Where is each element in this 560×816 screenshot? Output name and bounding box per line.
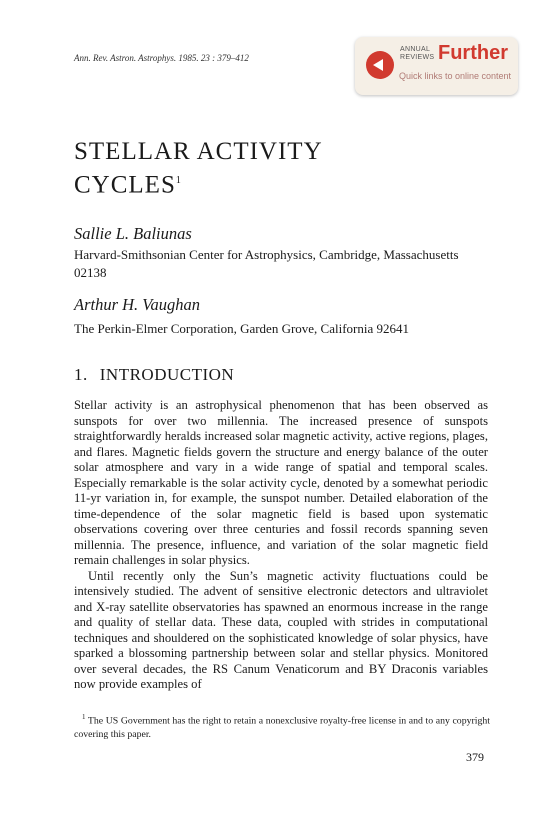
title-line-2: CYCLES <box>74 171 176 199</box>
footnote <box>74 710 490 742</box>
badge-further-label: Further <box>438 42 508 64</box>
back-arrow-icon <box>366 51 394 79</box>
section-number: 1. <box>74 365 88 384</box>
author-affiliation: The Perkin-Elmer Corporation, Garden Grove, California 92641 <box>74 321 410 336</box>
journal-citation: Ann. Rev. Astron. Astrophys. 1985. 23 : 379–412 <box>74 53 249 63</box>
article-title <box>74 137 323 199</box>
footnote-mark: 1 <box>82 713 86 721</box>
further-reviews-badge[interactable] <box>355 37 518 95</box>
author-name: Sallie L. Baliunas <box>74 224 192 243</box>
badge-annual-reviews-label: ANNUAL REVIEWS <box>400 46 435 61</box>
page-number: 379 <box>466 750 484 764</box>
paragraph: Until recently only the Sun’s magnetic activity fluctuations could be intensively studied. The advent of sensitive electronic detectors and ultraviolet and X-ray satellite observatories has spawned an enormous increase in the range and quality of stellar data. These data, coupled with strides in computational techniques and shouldered on the sophisticated knowledge of solar physics, have sparked a blossoming partnership between solar and stellar physics. Monitored over several decades, the RS Canum Venaticorum and BY Draconis variables now provide examples of <box>74 568 488 691</box>
author-name: Arthur H. Vaughan <box>74 295 201 314</box>
paragraph: Stellar activity is an astrophysical phenomenon that has been observed as sunspots for over two millennia. The increased presence of sunspots straightforwardly heralds increased solar magnetic activity, active regions, plages, and flares. Magnetic fields govern the structure and energy balance of the outer solar atmosphere and vary in a wide range of spatial and temporal scales. Especially remarkable is the solar activity cycle, denoted by a somewhat periodic 11-yr variation in, for example, the sunspot number. Detailed elaboration of the time-dependence of the solar magnetic field is based upon systematic observations covering over three centuries and fossil records spanning seven millennia. The presence, influence, and variation of the solar magnetic field remain challenges in solar physics. <box>74 398 488 567</box>
badge-quick-links[interactable]: Quick links to online content <box>399 71 512 81</box>
body-text <box>74 398 488 693</box>
footnote-text: The US Government has the right to retain a nonexclusive royalty-free license in and to any copyright covering this paper. <box>74 715 491 741</box>
title-footnote-mark[interactable]: 1 <box>175 175 182 186</box>
author-affiliation: Harvard-Smithsonian Center for Astrophysics, Cambridge, Massachusetts 02138 <box>74 247 459 280</box>
section-title: INTRODUCTION <box>99 365 235 384</box>
title-line-1: STELLAR ACTIVITY <box>74 138 323 165</box>
section-heading <box>74 365 234 385</box>
